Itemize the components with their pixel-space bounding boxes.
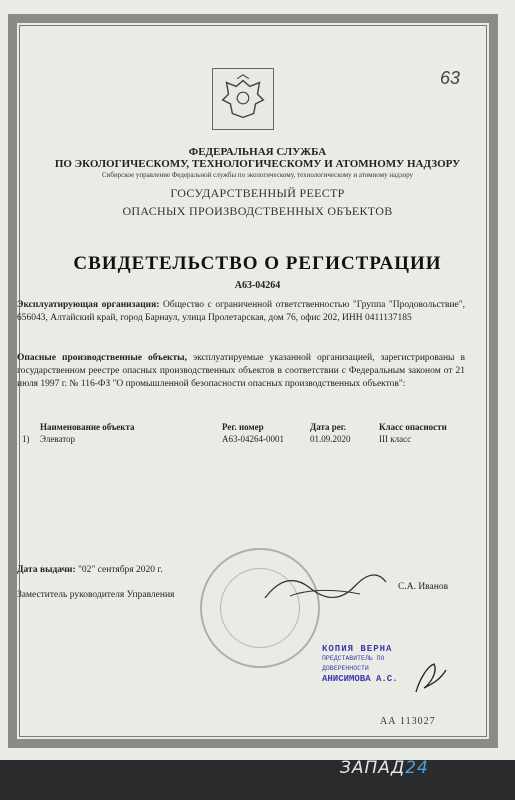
issue-date-label: Дата выдачи:: [17, 565, 76, 575]
hazard-text: эксплуатируемые указанной организацией, зарегистрированы в государственном реестре опасных производственных объектов в соответствии с Федеральным законом от 21 июля 1997 г. № 116-ФЗ "О промышленной безопасности опасных производственных объектов":: [17, 353, 465, 389]
issue-date: [17, 565, 163, 575]
table-row-index: 1): [22, 434, 30, 444]
copy-stamp-line2: ПРЕДСТАВИТЕЛЬ ПО: [322, 655, 385, 662]
service-subtitle: ПО ЭКОЛОГИЧЕСКОМУ, ТЕХНОЛОГИЧЕСКОМУ И АТОМНОМУ НАДЗОРУ: [54, 158, 461, 170]
table-header-regno: Рег. номер: [222, 422, 264, 432]
watermark-part2: 24: [405, 758, 429, 778]
operator-label: Эксплуатирующая организация:: [17, 300, 160, 310]
hazard-paragraph: [17, 352, 465, 391]
director-signature: [260, 568, 390, 608]
certificate-title: СВИДЕТЕЛЬСТВО О РЕГИСТРАЦИИ: [73, 253, 442, 274]
issue-date-value: "02" сентября 2020 г.: [78, 565, 163, 575]
operator-text: Общество с ограниченной ответственностью "Группа "Продовольствие", 656043, Алтайский край, город Барнаул, улица Пролетарская, дом 76, офис 202, ИНН 0411137185: [17, 300, 465, 323]
registry-title: ГОСУДАРСТВЕННЫЙ РЕЕСТР: [170, 186, 345, 200]
coat-of-arms-icon: [212, 68, 274, 130]
signatory-name: С.А. Иванов: [398, 582, 449, 592]
copy-certified-stamp: [322, 644, 398, 684]
table-cell-class: III класс: [379, 434, 412, 444]
hazard-label: Опасные производственные объекты,: [17, 353, 187, 363]
watermark-logo: [340, 758, 429, 778]
service-title: ФЕДЕРАЛЬНАЯ СЛУЖБА: [188, 146, 327, 158]
operator-paragraph: [17, 299, 465, 325]
copy-stamp-name: АНИСИМОВА А.С.: [322, 674, 398, 684]
copy-stamp-title: КОПИЯ ВЕРНА: [322, 644, 393, 654]
table-cell-date: 01.09.2020: [310, 434, 351, 444]
copy-stamp-line3: ДОВЕРЕННОСТИ: [322, 665, 369, 672]
table-cell-regno: А63-04264-0001: [222, 434, 284, 444]
certificate-number: А63-04264: [234, 280, 281, 291]
table-header-date: Дата рег.: [310, 422, 347, 432]
signatory-position: Заместитель руководителя Управления: [17, 590, 175, 600]
handwritten-page-number: 63: [440, 68, 461, 88]
registry-subtitle: ОПАСНЫХ ПРОИЗВОДСТВЕННЫХ ОБЪЕКТОВ: [122, 204, 393, 218]
table-header-class: Класс опасности: [379, 422, 447, 432]
serial-number: АА 113027: [380, 716, 436, 727]
table-cell-name: Элеватор: [40, 434, 76, 444]
representative-signature: [410, 658, 450, 698]
service-department: Сибирское управление Федеральной службы по экологическому, технологическому и атомному надзору: [102, 171, 413, 179]
watermark-part1: ЗАПАД: [340, 758, 406, 778]
table-header-name: Наименование объекта: [40, 422, 135, 432]
